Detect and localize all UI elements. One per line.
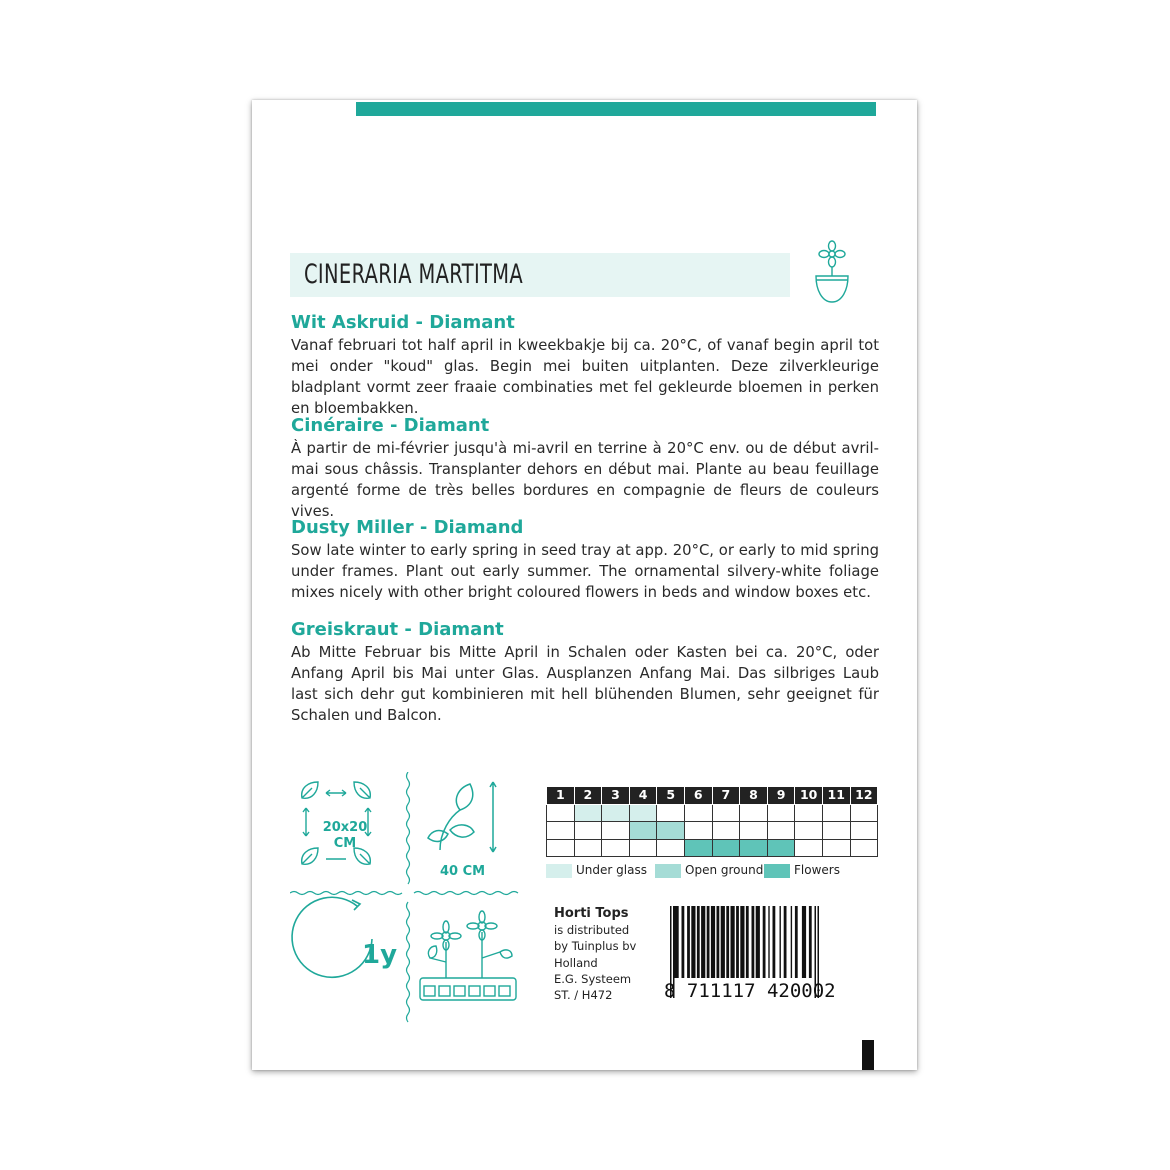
- calendar-cell: [574, 822, 602, 840]
- legend-open-ground-label: Open ground: [685, 863, 764, 877]
- barcode-bar: [768, 906, 769, 978]
- brand-name: Horti Tops: [554, 906, 629, 921]
- barcode-bar: [763, 906, 766, 978]
- section-dutch: [291, 313, 879, 419]
- barcode-bar: [809, 906, 812, 978]
- calendar-cell: [629, 839, 657, 857]
- calendar-cell: [629, 822, 657, 840]
- barcode-bar: [726, 906, 729, 978]
- section-german: [291, 620, 879, 726]
- calendar-cell: [850, 822, 878, 840]
- calendar-cell: [712, 839, 740, 857]
- month-header: 4: [629, 787, 657, 805]
- calendar-row-flowers: [547, 839, 878, 857]
- section-french: [291, 416, 879, 522]
- calendar-cell: [657, 804, 685, 822]
- distributor-line: is distributed: [554, 923, 630, 938]
- body-french: À partir de mi-février jusqu'à mi-avril en terrine à 20°C env. ou de début avril-mai sous châssis. Transplanter dehors en début mai. Plante au beau feuillage argenté forme de très belles bordures en compagnie de fleurs de couleurs vives.: [291, 440, 879, 520]
- calendar-cell: [767, 804, 795, 822]
- calendar-cell: [547, 822, 575, 840]
- calendar-cell: [629, 804, 657, 822]
- heading-german: Greiskraut - Diamant: [291, 619, 504, 640]
- barcode-bar: [697, 906, 700, 978]
- cut-mark: [862, 1040, 874, 1070]
- calendar-cell: [712, 804, 740, 822]
- distributor-line: Holland: [554, 955, 598, 970]
- month-header: 9: [767, 787, 795, 805]
- legend-swatch-flowers: [764, 864, 790, 878]
- barcode-bar: [707, 906, 710, 978]
- month-header: 1: [547, 787, 575, 805]
- barcode-bar: [740, 906, 744, 978]
- calendar-cell: [795, 804, 823, 822]
- legend-flowers: [764, 862, 840, 878]
- plant-height-icon: [428, 782, 496, 852]
- calendar-cell: [547, 839, 575, 857]
- calendar-cell: [684, 839, 712, 857]
- barcode-bar: [780, 906, 781, 978]
- calendar-row-under-glass: [547, 804, 878, 822]
- cycle-label: 1y: [362, 940, 398, 970]
- species-title: CINERARIA MARTITMA: [304, 259, 524, 290]
- barcode-bar: [752, 906, 755, 978]
- distributor-line: ST. / H472: [554, 988, 613, 1003]
- barcode-number: 8 711117 420002: [664, 980, 836, 1002]
- calendar-cell: [740, 839, 768, 857]
- calendar-cell: [767, 822, 795, 840]
- calendar-cell: [602, 822, 630, 840]
- heading-dutch: Wit Askruid - Diamant: [291, 312, 515, 333]
- barcode-bar: [773, 906, 776, 978]
- calendar-cell: [822, 839, 850, 857]
- calendar-cell: [712, 822, 740, 840]
- distributor-info: [554, 906, 636, 1003]
- heading-english: Dusty Miller - Diamand: [291, 517, 524, 538]
- calendar-cell: [684, 804, 712, 822]
- month-header: 12: [850, 787, 878, 805]
- icons-grid-lines: [290, 772, 520, 1042]
- calendar-cell: [740, 822, 768, 840]
- legend-flowers-label: Flowers: [794, 863, 840, 877]
- calendar-cell: [795, 839, 823, 857]
- calendar-cell: [767, 839, 795, 857]
- growing-icons: [290, 772, 520, 1042]
- calendar-cell: [602, 804, 630, 822]
- barcode-bar: [721, 906, 725, 978]
- legend-swatch-under-glass: [546, 864, 572, 878]
- potted-flower-icon: [812, 240, 852, 304]
- seedling-tray-icon: [420, 911, 516, 1000]
- barcode-bar: [682, 906, 685, 978]
- month-header: 10: [795, 787, 823, 805]
- barcode-bar: [802, 906, 806, 978]
- height-label: 40 CM: [440, 864, 486, 879]
- calendar-cell: [822, 804, 850, 822]
- calendar-cell: [850, 804, 878, 822]
- legend-swatch-open-ground: [655, 864, 681, 878]
- barcode-bar: [717, 906, 720, 978]
- barcode-bar: [731, 906, 735, 978]
- barcode-bar: [711, 906, 715, 978]
- month-header: 6: [684, 787, 712, 805]
- month-header: 8: [740, 787, 768, 805]
- calendar-cell: [740, 804, 768, 822]
- month-header: 11: [822, 787, 850, 805]
- calendar-cell: [657, 822, 685, 840]
- month-header: 7: [712, 787, 740, 805]
- barcode-bar: [691, 906, 695, 978]
- distributor-line: E.G. Systeem: [554, 971, 632, 986]
- section-english: [291, 518, 879, 603]
- calendar-cell: [574, 839, 602, 857]
- sowing-calendar: [546, 786, 878, 857]
- barcode-bar: [675, 906, 679, 978]
- barcode-bar: [701, 906, 705, 978]
- barcode-bar: [687, 906, 690, 978]
- calendar-legend: [546, 862, 886, 882]
- barcode-bar: [791, 906, 792, 978]
- body-german: Ab Mitte Februar bis Mitte April in Schalen oder Kasten bei ca. 20°C, oder Anfang April bis Mai unter Glas. Ausplanzen Anfang Mai. Das silbriges Laub last sich dehr gut kombinieren mit hell blühenden Blumen, sehr geeignet für Schalen und Balcon.: [291, 644, 879, 724]
- legend-under-glass: [546, 862, 647, 878]
- calendar-cell: [574, 804, 602, 822]
- month-header: 2: [574, 787, 602, 805]
- barcode-bar: [746, 906, 749, 978]
- calendar-cell: [822, 822, 850, 840]
- calendar-row-open-ground: [547, 822, 878, 840]
- legend-open-ground: [655, 862, 763, 878]
- seed-packet-back: [252, 100, 917, 1070]
- calendar-cell: [547, 804, 575, 822]
- calendar-cell: [684, 822, 712, 840]
- calendar-cell: [850, 839, 878, 857]
- body-english: Sow late winter to early spring in seed tray at app. 20°C, or early to mid spring under frames. Plant out early summer. The ornamental silvery-white foliage mixes nicely with other bright coloured flowers in beds and window boxes etc.: [291, 542, 879, 601]
- barcode-bar: [795, 906, 798, 978]
- body-dutch: Vanaf februari tot half april in kweekbakje bij ca. 20°C, of vanaf begin april tot mei onder "koud" glas. Begin mei buiten uitplanten. Deze zilverkleurige bladplant vormt zeer fraaie combinaties met fel gekleurde bloemen in perken en bloembakken.: [291, 337, 879, 417]
- calendar-cell: [795, 822, 823, 840]
- calendar-cell: [602, 839, 630, 857]
- heading-french: Cinéraire - Diamant: [291, 415, 490, 436]
- top-accent-bar: [356, 102, 876, 116]
- barcode-bar: [784, 906, 787, 978]
- month-header: 3: [602, 787, 630, 805]
- spacing-label: 20x20 CM: [322, 820, 368, 851]
- calendar-month-row: [547, 787, 878, 805]
- annual-cycle-icon: [292, 897, 372, 977]
- legend-under-glass-label: Under glass: [576, 863, 647, 877]
- title-band: [290, 253, 790, 297]
- distributor-line: by Tuinplus bv: [554, 939, 637, 954]
- month-header: 5: [657, 787, 685, 805]
- calendar-cell: [657, 839, 685, 857]
- barcode-bar: [756, 906, 760, 978]
- barcode-bar: [736, 906, 739, 978]
